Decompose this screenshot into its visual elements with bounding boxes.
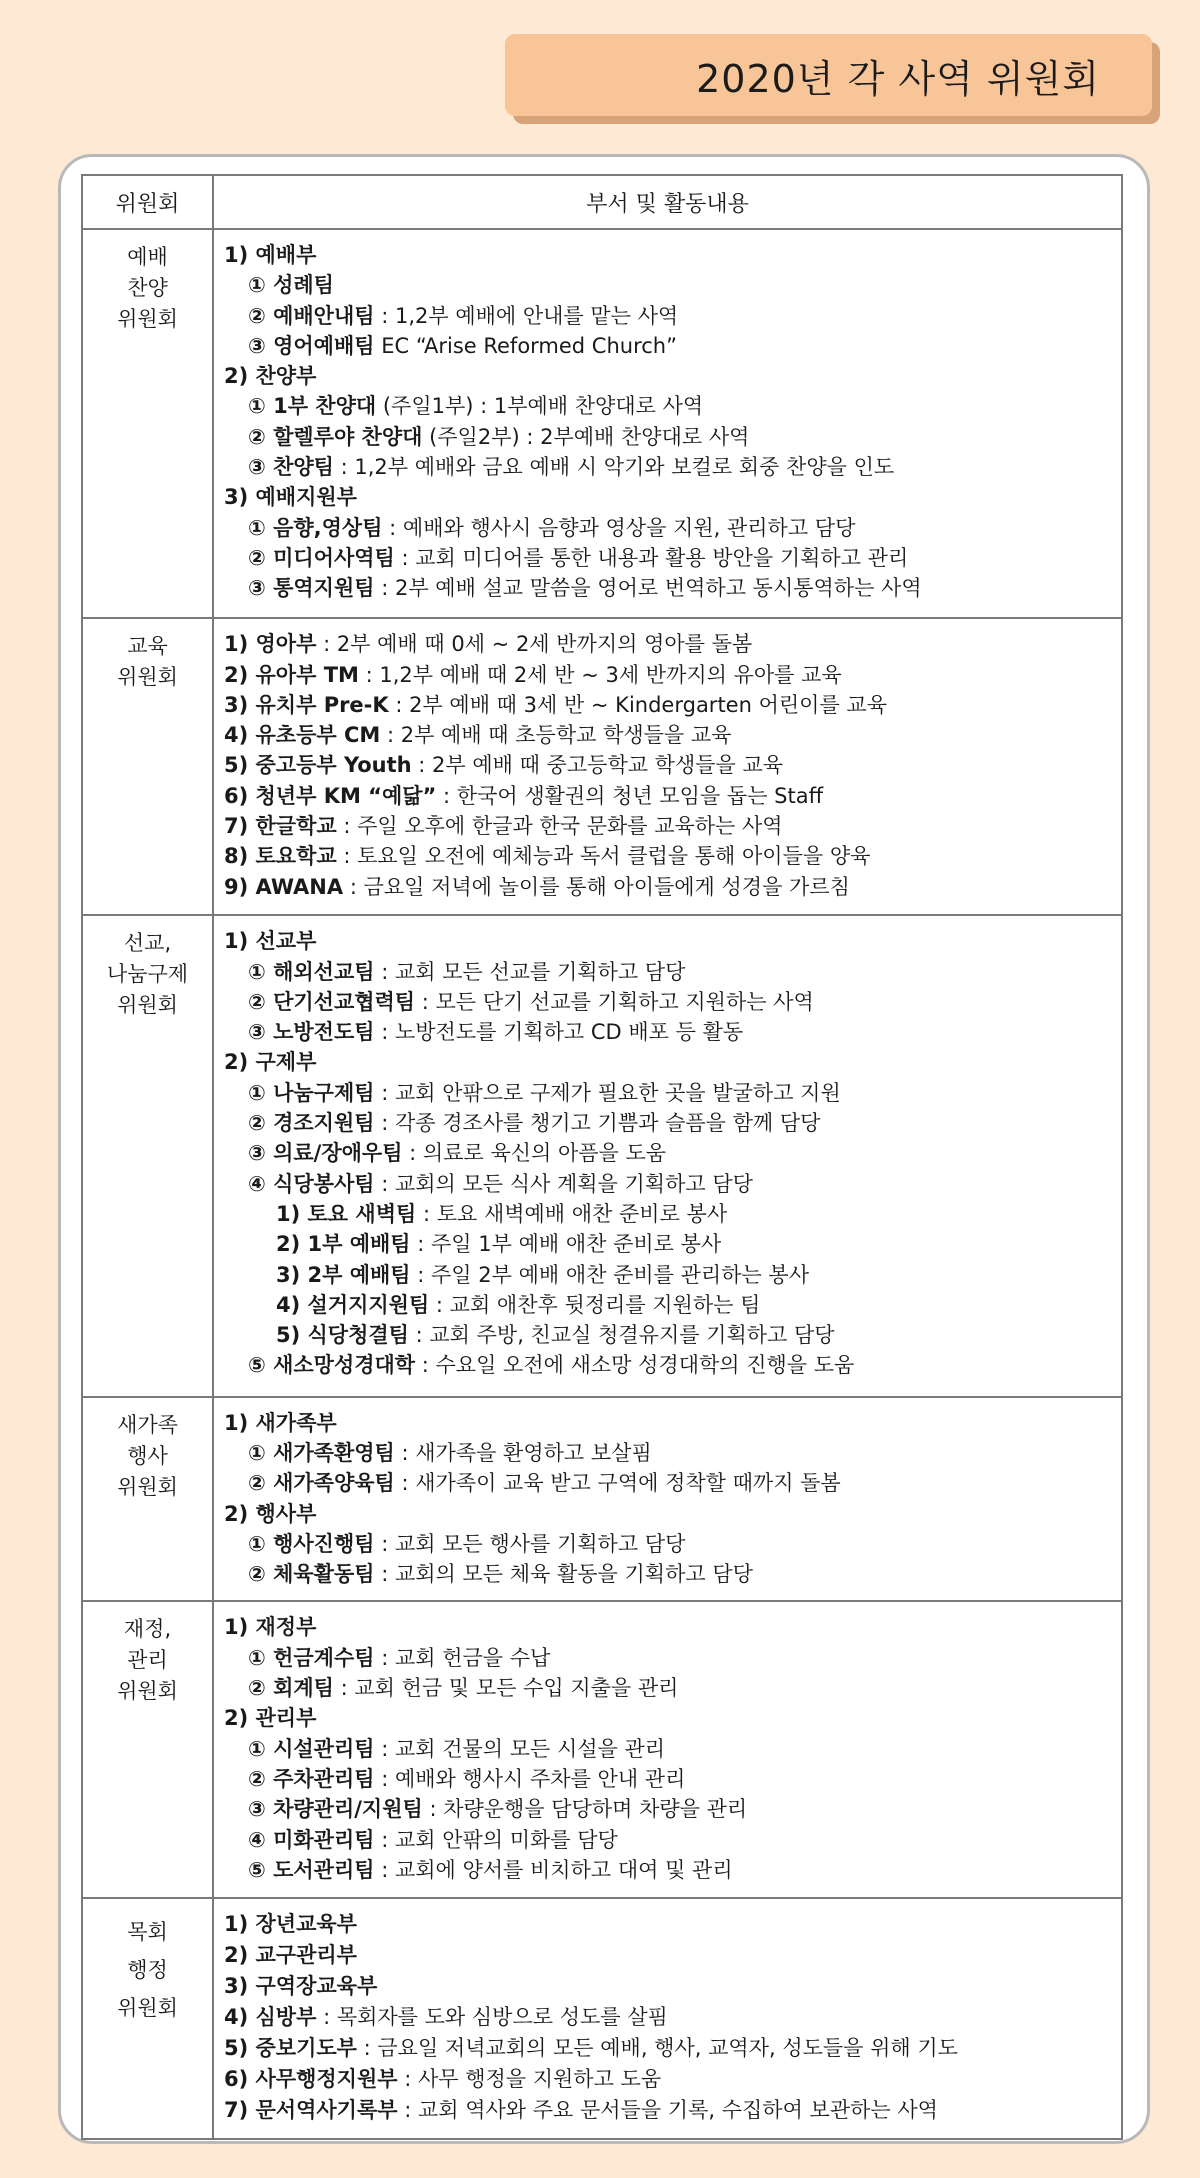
activity-item-desc: (주일1부) : 1부예배 찬양대로 사역 — [376, 394, 704, 419]
committee-name — [82, 915, 213, 1396]
activity-item-desc: : 교회 애찬후 뒷정리를 지원하는 팀 — [429, 1292, 761, 1317]
activity-item-desc: : 목회자를 도와 심방으로 성도를 살핌 — [316, 2005, 668, 2030]
table-body — [82, 229, 1122, 2139]
activity-item — [224, 811, 1121, 841]
activity-item — [224, 1169, 1121, 1199]
committee-table — [81, 174, 1123, 2140]
activity-item-desc: : 의료로 육신의 아픔을 도움 — [402, 1141, 667, 1166]
activity-item-title: 6) 사무행정지원부 — [224, 2067, 398, 2092]
activity-item-title: 2) 교구관리부 — [224, 1943, 357, 1968]
activity-item-desc: EC “Arise Reformed Church” — [374, 333, 678, 358]
activity-item — [224, 331, 1121, 361]
activity-item — [224, 482, 1121, 512]
activity-item-desc: : 2부 예배 때 0세 ~ 2세 반까지의 영아를 돌봄 — [316, 632, 753, 657]
activity-item — [224, 1855, 1121, 1885]
activity-item — [224, 690, 1121, 720]
activity-item — [224, 1529, 1121, 1559]
activity-item-desc: : 1,2부 예배에 안내를 맡는 사역 — [374, 303, 679, 328]
committee-name-line: 행사 — [127, 1443, 168, 1468]
activity-list — [213, 1397, 1122, 1602]
activity-item — [224, 513, 1121, 543]
activity-item-title: ② 미디어사역팀 — [248, 545, 395, 570]
committee-name-line: 위원회 — [117, 993, 178, 1018]
activity-item — [224, 629, 1121, 659]
activity-item-desc: : 사무 행정을 지원하고 도움 — [397, 2067, 662, 2092]
activity-item — [224, 1017, 1121, 1047]
activity-item-desc: : 교회 모든 행사를 기획하고 담당 — [374, 1531, 686, 1556]
activity-item — [224, 1673, 1121, 1703]
activity-item — [224, 1499, 1121, 1529]
activity-item-title: 1) 새가족부 — [224, 1410, 337, 1435]
activity-item — [224, 1825, 1121, 1855]
title-banner-face — [505, 34, 1152, 116]
activity-item-desc: : 금요일 저녁교회의 모든 예배, 행사, 교역자, 성도들을 위해 기도 — [356, 2036, 958, 2061]
activity-item-title: 2) 구제부 — [224, 1050, 317, 1075]
activity-list — [213, 1601, 1122, 1898]
activity-list — [213, 1898, 1122, 2139]
activity-item-title: 2) 1부 예배팀 — [276, 1232, 411, 1257]
committee-name-line: 위원회 — [117, 1679, 178, 1704]
activity-item-title: 5) 식당청결팀 — [276, 1323, 409, 1348]
activity-item — [224, 1734, 1121, 1764]
table-header-row — [82, 175, 1122, 229]
activity-item — [224, 1940, 1121, 1971]
activity-item-desc: : 차량운행을 담당하며 차량을 관리 — [422, 1797, 748, 1822]
activity-item — [224, 1438, 1121, 1468]
activity-item-title: 5) 중보기도부 — [224, 2036, 357, 2061]
activity-list — [213, 915, 1122, 1396]
committee-name — [82, 1898, 213, 2139]
table-row — [82, 1601, 1122, 1898]
activity-item — [224, 1078, 1121, 1108]
committee-name — [82, 618, 213, 915]
committee-name-line: 교육 — [127, 634, 168, 659]
activity-item — [224, 1408, 1121, 1438]
activity-item — [224, 301, 1121, 331]
activity-list — [213, 229, 1122, 618]
committee-name — [82, 1397, 213, 1602]
activity-item-desc: : 토요일 오전에 예체능과 독서 클럽을 통해 아이들을 양육 — [336, 844, 871, 869]
title-banner — [505, 34, 1152, 116]
activity-item-title: 1) 선교부 — [224, 929, 317, 954]
activity-item-desc: : 교회 건물의 모든 시설을 관리 — [374, 1736, 666, 1761]
activity-item-desc: : 주일 오후에 한글과 한국 문화를 교육하는 사역 — [336, 814, 783, 839]
committee-name-line: 관리 — [127, 1648, 168, 1673]
activity-item — [224, 1909, 1121, 1940]
activity-item-title: ④ 식당봉사팀 — [248, 1171, 375, 1196]
activity-item — [224, 452, 1121, 482]
activity-item-desc: : 수요일 오전에 새소망 성경대학의 진행을 도움 — [415, 1353, 855, 1378]
activity-item-title: 3) 구역장교육부 — [224, 1974, 378, 1999]
activity-item-title: 6) 청년부 KM “예닮” — [224, 783, 437, 808]
activity-item-desc: : 교회 안팎으로 구제가 필요한 곳을 발굴하고 지원 — [374, 1080, 841, 1105]
table-row — [82, 618, 1122, 915]
activity-item-title: ③ 의료/장애우팀 — [248, 1141, 403, 1166]
activity-item-title: ① 행사진행팀 — [248, 1531, 375, 1556]
activity-item — [224, 422, 1121, 452]
activity-item-desc: (주일2부) : 2부예배 찬양대로 사역 — [422, 424, 750, 449]
activity-item-title: ① 나눔구제팀 — [248, 1080, 375, 1105]
activity-item — [224, 2064, 1121, 2095]
activity-item — [224, 872, 1121, 902]
activity-item — [224, 1764, 1121, 1794]
activity-item-title: ② 단기선교협력팀 — [248, 989, 416, 1014]
activity-item-desc: : 교회 미디어를 통한 내용과 활용 방안을 기획하고 관리 — [394, 545, 909, 570]
activity-item — [224, 1320, 1121, 1350]
activity-item-title: 3) 2부 예배팀 — [276, 1262, 411, 1287]
committee-name — [82, 1601, 213, 1898]
header-committee: 위원회 — [82, 175, 213, 229]
activity-item — [224, 1108, 1121, 1138]
activity-item-desc: : 1,2부 예배와 금요 예배 시 악기와 보컬로 회중 찬양을 인도 — [333, 455, 895, 480]
activity-item-title: ① 시설관리팀 — [248, 1736, 375, 1761]
activity-item-desc: : 모든 단기 선교를 기획하고 지원하는 사역 — [415, 989, 814, 1014]
activity-item — [224, 720, 1121, 750]
activity-item-title: 5) 중고등부 Youth — [224, 753, 412, 778]
table-row — [82, 1898, 1122, 2139]
activity-item — [224, 2002, 1121, 2033]
table-row — [82, 229, 1122, 618]
activity-item-title: ② 체육활동팀 — [248, 1562, 375, 1587]
activity-item-title: 2) 관리부 — [224, 1706, 317, 1731]
activity-item-desc: : 교회의 모든 식사 계획을 기획하고 담당 — [374, 1171, 753, 1196]
activity-item-title: ② 주차관리팀 — [248, 1766, 375, 1791]
activity-item-desc: : 교회 헌금 및 모든 수입 지출을 관리 — [333, 1676, 679, 1701]
activity-item-title: 3) 유치부 Pre-K — [224, 692, 389, 717]
table-row — [82, 1397, 1122, 1602]
activity-item-title: 2) 행사부 — [224, 1501, 317, 1526]
activity-item-title: 9) AWANA — [224, 874, 344, 899]
activity-item — [224, 957, 1121, 987]
activity-item — [224, 781, 1121, 811]
activity-item-title: ① 새가족환영팀 — [248, 1441, 395, 1465]
activity-item — [224, 926, 1121, 956]
activity-item-desc: : 노방전도를 기획하고 CD 배포 등 활동 — [374, 1020, 744, 1045]
activity-item-desc: : 주일 2부 예배 애찬 준비를 관리하는 봉사 — [410, 1262, 810, 1287]
activity-item — [224, 841, 1121, 871]
activity-item — [224, 1199, 1121, 1229]
table-row — [82, 915, 1122, 1396]
activity-item — [224, 1703, 1121, 1733]
activity-item-title: 7) 문서역사기록부 — [224, 2098, 398, 2123]
activity-item-title: 1) 예배부 — [224, 243, 317, 267]
committee-name-line: 선교, — [123, 931, 172, 956]
activity-list — [213, 618, 1122, 915]
activity-item-title: ① 성례팀 — [248, 273, 334, 298]
activity-item — [224, 1559, 1121, 1589]
activity-item-title: 1) 토요 새벽팀 — [276, 1201, 417, 1226]
activity-item-title: 4) 설거지지원팀 — [276, 1292, 430, 1317]
activity-item-title: ② 예배안내팀 — [248, 303, 375, 328]
activity-item — [224, 1047, 1121, 1077]
activity-item-desc: : 각종 경조사를 챙기고 기쁨과 슬픔을 함께 담당 — [374, 1111, 821, 1136]
activity-item — [224, 2095, 1121, 2126]
activity-item-desc: : 교회 헌금을 수납 — [374, 1645, 551, 1670]
activity-item — [224, 270, 1121, 300]
page-title: 2020년 각 사역 위원회 — [696, 56, 1100, 101]
activity-item-title: ① 음향,영상팀 — [248, 515, 383, 540]
activity-item — [224, 750, 1121, 780]
activity-item — [224, 987, 1121, 1017]
activity-item-desc: : 교회 주방, 친교실 청결유지를 기획하고 담당 — [408, 1323, 835, 1348]
activity-item-desc: : 토요 새벽예배 애찬 준비로 봉사 — [416, 1201, 728, 1226]
activity-item-desc: : 새가족이 교육 받고 구역에 정착할 때까지 돌봄 — [394, 1471, 841, 1496]
committee-name-line: 예배 — [127, 245, 168, 269]
activity-item-title: ② 회계팀 — [248, 1676, 334, 1701]
activity-item — [224, 361, 1121, 391]
activity-item — [224, 1138, 1121, 1168]
activity-item-title: 3) 예배지원부 — [224, 485, 357, 510]
activity-item-title: ② 새가족양육팀 — [248, 1471, 395, 1496]
activity-item-desc: : 금요일 저녁에 놀이를 통해 아이들에게 성경을 가르침 — [343, 874, 850, 899]
activity-item-desc: : 교회의 모든 체육 활동을 기획하고 담당 — [374, 1562, 753, 1587]
committee-name — [82, 229, 213, 618]
committee-name-line: 위원회 — [117, 1474, 178, 1499]
activity-item — [224, 1612, 1121, 1642]
activity-item-title: 2) 유아부 TM — [224, 662, 359, 687]
activity-item-desc: : 2부 예배 때 중고등학교 학생들을 교육 — [411, 753, 784, 778]
activity-item-desc: : 새가족을 환영하고 보살핌 — [394, 1441, 652, 1465]
activity-item-title: 7) 한글학교 — [224, 814, 337, 839]
activity-item-desc: : 교회 모든 선교를 기획하고 담당 — [374, 959, 686, 984]
committee-name-line: 위원회 — [117, 665, 178, 690]
header-content: 부서 및 활동내용 — [213, 175, 1122, 229]
activity-item-title: 4) 유초등부 CM — [224, 723, 381, 748]
activity-item — [224, 2033, 1121, 2064]
activity-item-desc: : 주일 1부 예배 애찬 준비로 봉사 — [410, 1232, 722, 1257]
activity-item-title: 2) 찬양부 — [224, 364, 317, 389]
committee-name-line: 목회 — [127, 1920, 168, 1945]
activity-item — [224, 660, 1121, 690]
committee-name-line: 위원회 — [117, 1996, 178, 2021]
activity-item — [224, 1260, 1121, 1290]
activity-item — [224, 1971, 1121, 2002]
activity-item — [224, 240, 1121, 270]
activity-item-desc: : 1,2부 예배 때 2세 반 ~ 3세 반까지의 유아를 교육 — [358, 662, 842, 687]
activity-item-desc: : 2부 예배 때 초등학교 학생들을 교육 — [380, 723, 732, 748]
activity-item-desc: : 교회에 양서를 비치하고 대여 및 관리 — [374, 1857, 733, 1882]
committee-name-line: 나눔구제 — [106, 962, 189, 987]
activity-item — [224, 391, 1121, 421]
committee-name-line: 행정 — [127, 1958, 168, 1983]
activity-item-title: ① 1부 찬양대 — [248, 394, 377, 419]
activity-item-title: ③ 영어예배팀 — [248, 333, 375, 358]
activity-item-title: 4) 심방부 — [224, 2005, 317, 2030]
activity-item-desc: : 예배와 행사시 음향과 영상을 지원, 관리하고 담당 — [382, 515, 856, 540]
activity-item — [224, 1643, 1121, 1673]
committee-name-line: 재정, — [123, 1617, 172, 1642]
activity-item-title: ① 헌금계수팀 — [248, 1645, 375, 1670]
activity-item-title: ③ 차량관리/지원팀 — [248, 1797, 423, 1822]
activity-item-desc: : 예배와 행사시 주차를 안내 관리 — [374, 1766, 686, 1791]
activity-item — [224, 1350, 1121, 1380]
activity-item-desc: : 2부 예배 때 3세 반 ~ Kindergarten 어린이를 교육 — [388, 692, 887, 717]
activity-item-desc: : 한국어 생활권의 청년 모임을 돕는 Staff — [436, 783, 824, 808]
activity-item-title: 8) 토요학교 — [224, 844, 337, 869]
committee-name-line: 위원회 — [117, 307, 178, 331]
activity-item — [224, 1794, 1121, 1824]
activity-item — [224, 1468, 1121, 1498]
activity-item-title: ④ 미화관리팀 — [248, 1827, 375, 1852]
activity-item-title: ① 해외선교팀 — [248, 959, 375, 984]
activity-item-title: ③ 찬양팀 — [248, 455, 334, 480]
activity-item-desc: : 교회 안팎의 미화를 담당 — [374, 1827, 618, 1852]
activity-item — [224, 1229, 1121, 1259]
activity-item-title: ⑤ 도서관리팀 — [248, 1857, 375, 1882]
activity-item — [224, 573, 1121, 603]
activity-item — [224, 1290, 1121, 1320]
activity-item-title: 1) 재정부 — [224, 1615, 317, 1640]
activity-item-title: ② 경조지원팀 — [248, 1111, 375, 1136]
activity-item-desc: : 교회 역사와 주요 문서들을 기록, 수집하여 보관하는 사역 — [397, 2098, 938, 2123]
committee-name-line: 새가족 — [117, 1412, 178, 1437]
activity-item-title: ⑤ 새소망성경대학 — [248, 1353, 416, 1378]
committee-name-line: 찬양 — [127, 276, 168, 300]
activity-item-title: ③ 통역지원팀 — [248, 576, 375, 601]
activity-item-desc: : 2부 예배 설교 말씀을 영어로 번역하고 동시통역하는 사역 — [374, 576, 922, 601]
activity-item-title: 1) 장년교육부 — [224, 1912, 357, 1937]
activity-item-title: ② 할렐루야 찬양대 — [248, 424, 423, 449]
activity-item-title: ③ 노방전도팀 — [248, 1020, 375, 1045]
activity-item-title: 1) 영아부 — [224, 632, 317, 657]
activity-item — [224, 543, 1121, 573]
